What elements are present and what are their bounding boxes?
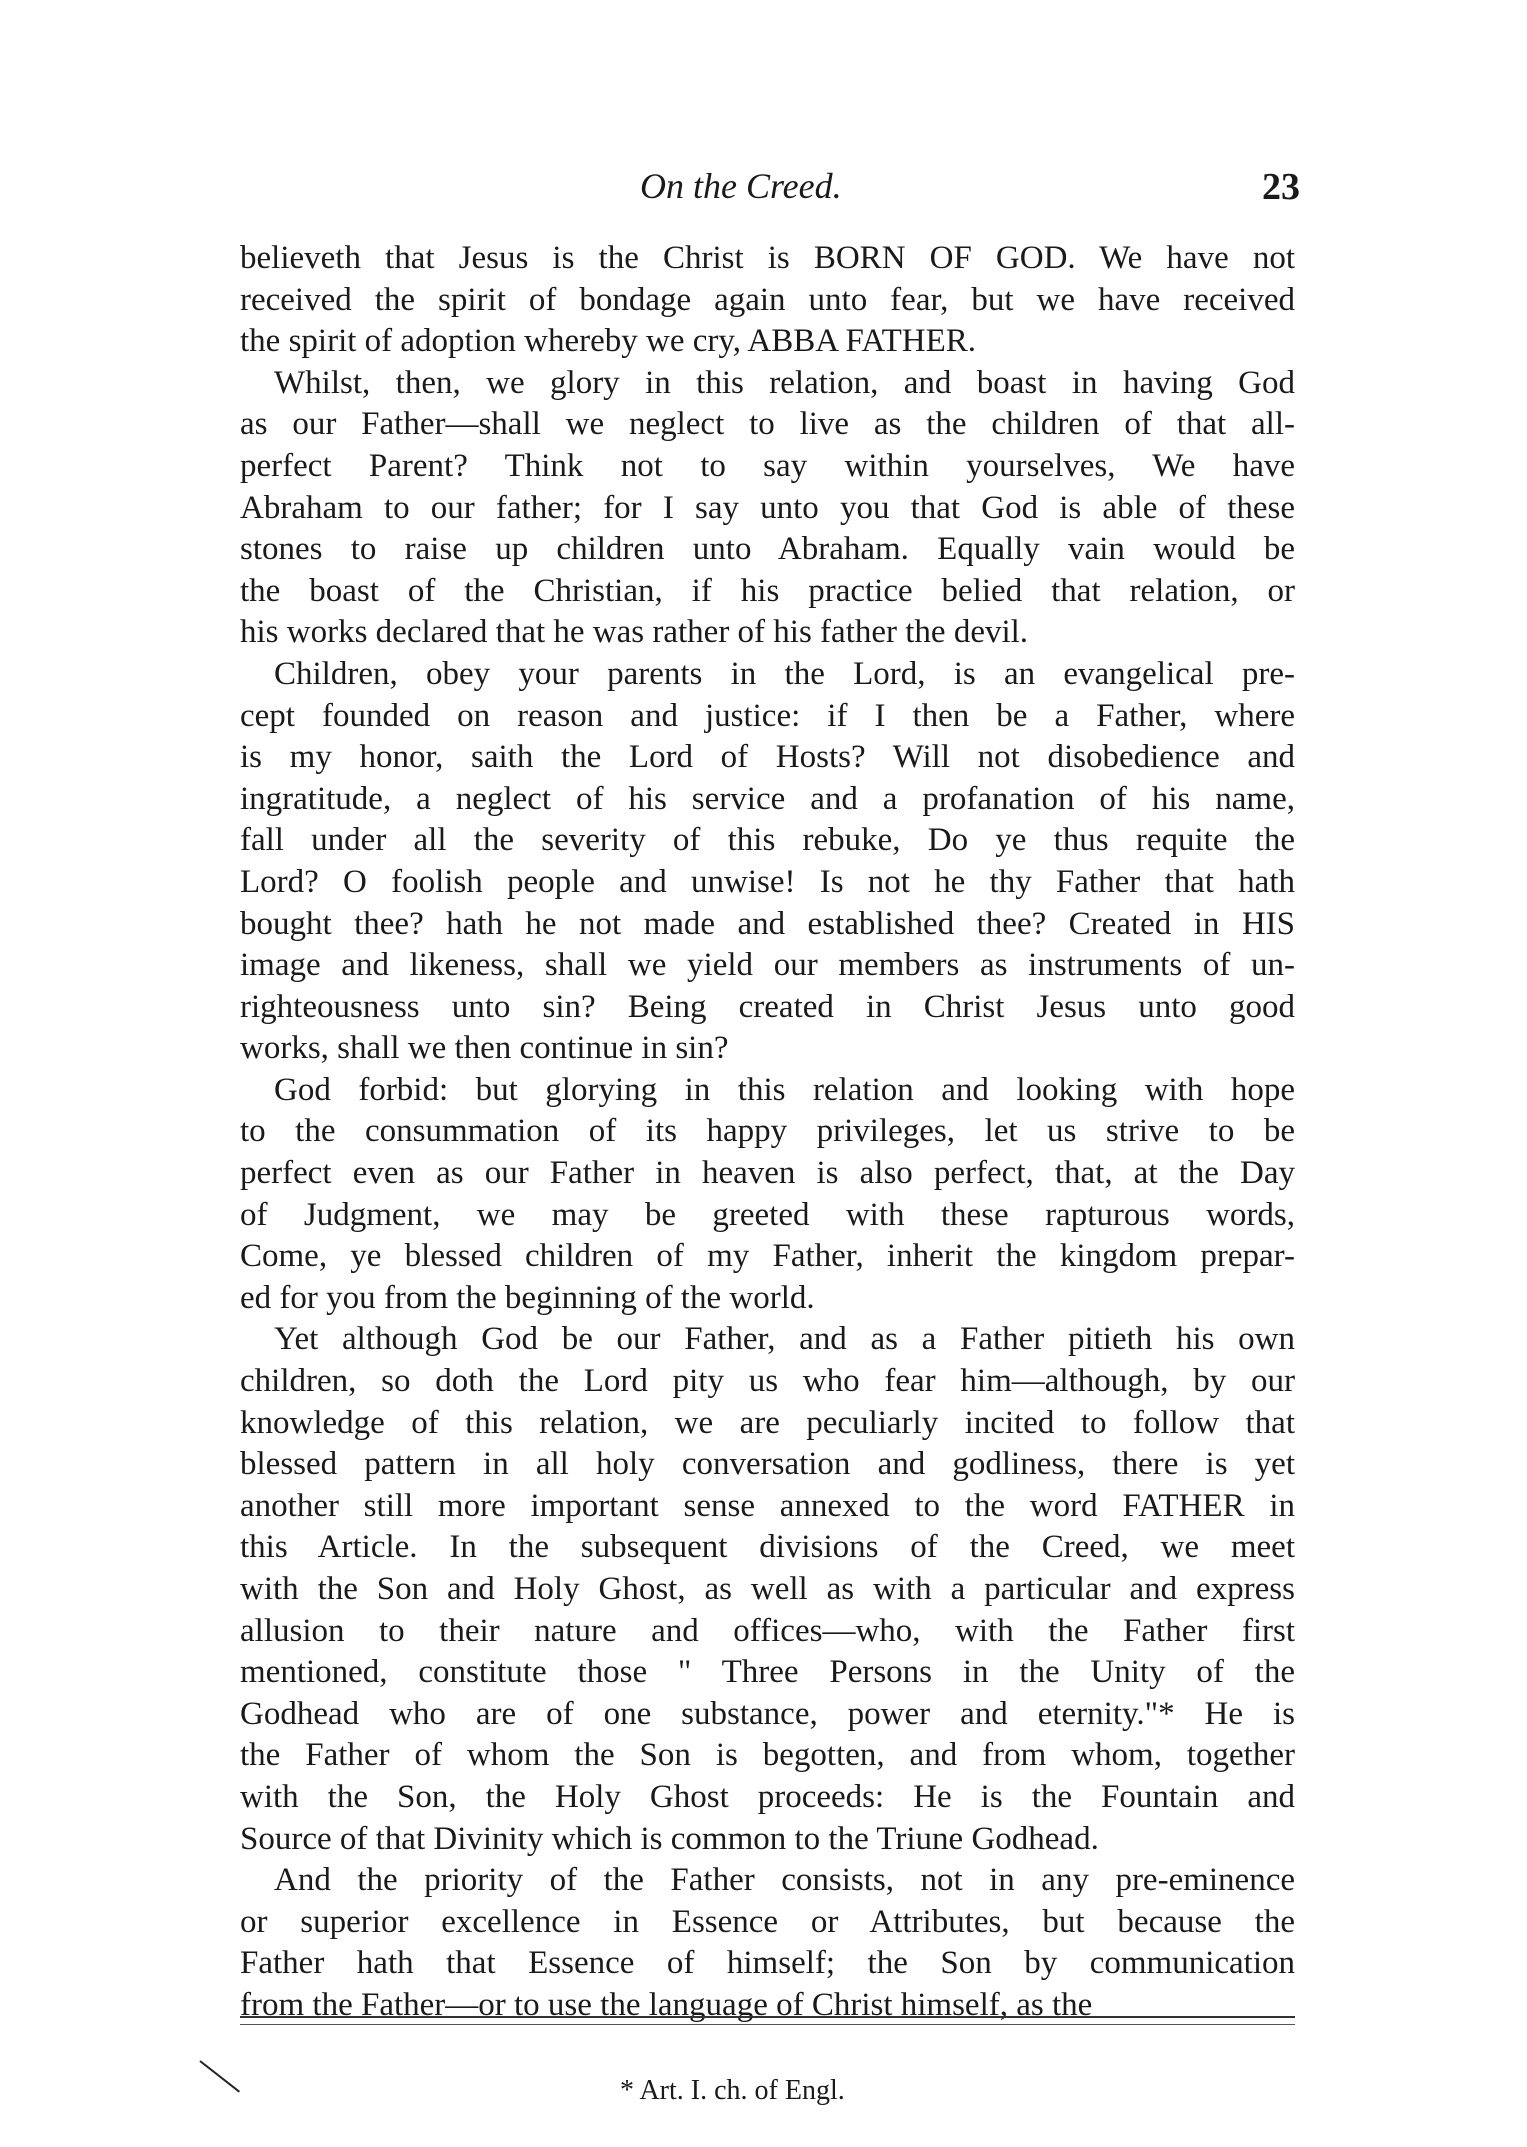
text-line: And the priority of the Father consists, not in any pre-eminence [274, 1862, 1295, 1899]
text-line: Lord? O foolish people and unwise! Is not he thy Father that hath [240, 863, 1295, 900]
text-line: the Father of whom the Son is begotten, and from whom, together [240, 1737, 1295, 1774]
text-line: Godhead who are of one substance, power and eternity."* He is [240, 1695, 1295, 1732]
text-line: God forbid: but glorying in this relation and looking with hope [274, 1071, 1295, 1108]
text-line: knowledge of this relation, we are peculiarly incited to follow that [240, 1404, 1295, 1441]
text-line: Children, obey your parents in the Lord, is an evangelical pre- [274, 655, 1295, 692]
text-line: Father hath that Essence of himself; the Son by communication [240, 1945, 1295, 1982]
text-line: blessed pattern in all holy conversation and godliness, there is yet [240, 1446, 1295, 1483]
stray-pen-mark [199, 2060, 240, 2092]
text-line: from the Father—or to use the language of Christ himself, as the [240, 1986, 1093, 2023]
text-line: to the consummation of its happy privileges, let us strive to be [240, 1113, 1295, 1150]
page-number: 23 [1262, 166, 1300, 208]
page-header [240, 165, 1300, 225]
text-line: ed for you from the beginning of the world. [240, 1279, 815, 1316]
text-line: Abraham to our father; for I say unto you that God is able of these [240, 489, 1295, 526]
text-line: children, so doth the Lord pity us who fear him—although, by our [240, 1363, 1295, 1400]
text-line: allusion to their nature and offices—who, with the Father first [240, 1612, 1295, 1649]
text-line: perfect even as our Father in heaven is also perfect, that, at the Day [240, 1155, 1295, 1192]
text-line: works, shall we then continue in sin? [240, 1030, 729, 1067]
text-line: his works declared that he was rather of his father the devil. [240, 614, 1029, 651]
footnote: * Art. I. ch. of Engl. [620, 2075, 845, 2106]
text-line: or superior excellence in Essence or Attributes, but because the [240, 1903, 1295, 1940]
text-line: ingratitude, a neglect of his service and a profanation of his name, [240, 780, 1295, 817]
text-line: is my honor, saith the Lord of Hosts? Will not disobedience and [240, 739, 1295, 776]
text-line: righteousness unto sin? Being created in Christ Jesus unto good [240, 988, 1295, 1025]
text-line: Whilst, then, we glory in this relation, and boast in having God [274, 364, 1295, 401]
text-line: with the Son and Holy Ghost, as well as with a particular and express [240, 1571, 1295, 1607]
text-line: as our Father—shall we neglect to live as the children of that all- [240, 406, 1295, 443]
text-line: Source of that Divinity which is common to the Triune Godhead. [240, 1820, 1099, 1857]
text-line: the spirit of adoption whereby we cry, ABBA FATHER. [240, 323, 976, 360]
running-title: On the Creed. [640, 166, 842, 206]
text-line: Come, ye blessed children of my Father, inherit the kingdom prepar- [240, 1238, 1295, 1275]
text-line: of Judgment, we may be greeted with these rapturous words, [240, 1196, 1295, 1233]
text-line: the boast of the Christian, if his practice belied that relation, or [240, 572, 1295, 609]
footnote-rule-thin [240, 2024, 1295, 2025]
text-line: with the Son, the Holy Ghost proceeds: He is the Fountain and [240, 1778, 1295, 1815]
text-line: Yet although God be our Father, and as a Father pitieth his own [274, 1321, 1295, 1358]
text-line: another still more important sense annexed to the word FATHER in [240, 1487, 1295, 1524]
text-line: stones to raise up children unto Abraham. Equally vain would be [240, 531, 1295, 568]
text-line: believeth that Jesus is the Christ is BORN OF GOD. We have not [240, 240, 1295, 276]
text-line: image and likeness, shall we yield our members as instruments of un- [240, 947, 1295, 984]
text-line: fall under all the severity of this rebuke, Do ye thus requite the [240, 822, 1295, 859]
footnote-rule [240, 2016, 1295, 2018]
text-line: bought thee? hath he not made and established thee? Created in HIS [240, 905, 1295, 942]
text-line: this Article. In the subsequent divisions of the Creed, we meet [240, 1529, 1295, 1566]
text-line: perfect Parent? Think not to say within yourselves, We have [240, 447, 1295, 484]
text-line: received the spirit of bondage again unto fear, but we have received [240, 281, 1295, 318]
text-line: cept founded on reason and justice: if I then be a Father, where [240, 697, 1295, 734]
text-line: mentioned, constitute those " Three Persons in the Unity of the [240, 1654, 1295, 1691]
body-text [240, 238, 1295, 2027]
